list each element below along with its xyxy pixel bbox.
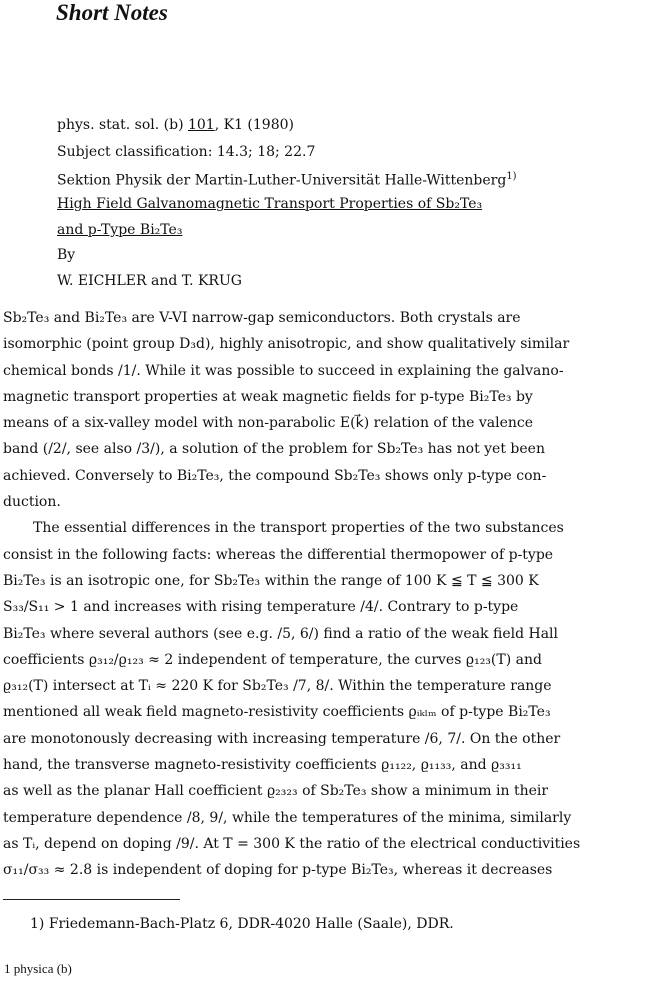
footnote-divider [3, 899, 180, 900]
body-line: ϱ₃₁₂(T) intersect at Tᵢ ≈ 220 K for Sb₂Te₃ /7, 8/. Within the temperature range [3, 678, 552, 695]
body-line: are monotonously decreasing with increasing temperature /6, 7/. On the other [3, 730, 561, 747]
body-line: coefficients ϱ₃₁₂/ϱ₁₂₃ ≈ 2 independent of temperature, the curves ϱ₁₂₃(T) and [3, 651, 542, 668]
byline: By [57, 247, 76, 263]
body-line: The essential differences in the transport properties of the two substances [33, 520, 564, 537]
body-line: as well as the planar Hall coefficient ϱ₂₃₂₃ of Sb₂Te₃ show a minimum in their [3, 783, 549, 800]
body-line: mentioned all weak field magneto-resistivity coefficients ϱᵢₖₗₘ of p-type Bi₂Te₃ [3, 704, 551, 721]
citation-volume: 101 [187, 117, 215, 133]
affiliation-text: Sektion Physik der Martin-Luther-Universität Halle-Wittenberg [57, 172, 507, 189]
body-line: S₃₃/S₁₁ > 1 and increases with rising temperature /4/. Contrary to p-type [3, 599, 519, 616]
body-line: temperature dependence /8, 9/, while the temperatures of the minima, similarly [3, 809, 572, 826]
body-line: isomorphic (point group D₃d), highly anisotropic, and show qualitatively similar [3, 336, 570, 353]
body-line: achieved. Conversely to Bi₂Te₃, the compound Sb₂Te₃ shows only p-type con- [3, 467, 547, 484]
body-line: duction. [3, 494, 61, 511]
body-line: σ₁₁/σ₃₃ ≈ 2.8 is independent of doping for p-type Bi₂Te₃, whereas it decreases [3, 862, 553, 879]
paper-title-line1: High Field Galvanomagnetic Transport Properties of Sb₂Te₃ [57, 196, 483, 212]
body-line: hand, the transverse magneto-resistivity coefficients ϱ₁₁₂₂, ϱ₁₁₃₃, and ϱ₃₃₁₁ [3, 757, 522, 774]
page-signature: 1 physica (b) [4, 961, 72, 976]
subject-classification: Subject classification: 14.3; 18; 22.7 [57, 144, 316, 160]
citation-pages-year: , K1 (1980) [214, 117, 294, 133]
footnote: 1) Friedemann-Bach-Platz 6, DDR-4020 Halle (Saale), DDR. [30, 916, 454, 932]
citation-journal: phys. stat. sol. (b) [57, 117, 188, 133]
body-line: Sb₂Te₃ and Bi₂Te₃ are V-VI narrow-gap semiconductors. Both crystals are [3, 310, 521, 326]
body-line: Bi₂Te₃ where several authors (see e.g. /5, 6/) find a ratio of the weak field Hall [3, 625, 559, 642]
body-line: means of a six-valley model with non-parabolic E(k⃗) relation of the valence [3, 415, 534, 432]
authors: W. EICHLER and T. KRUG [57, 273, 242, 289]
paper-title-line2: and p-Type Bi₂Te₃ [57, 222, 183, 238]
body-line: band (/2/, see also /3/), a solution of the problem for Sb₂Te₃ has not yet been [3, 441, 545, 458]
section-title: Short Notes [56, 0, 168, 25]
body-line: chemical bonds /1/. While it was possible to succeed in explaining the galvano- [3, 362, 564, 379]
affiliation [57, 168, 517, 190]
citation [57, 116, 294, 134]
body-line: magnetic transport properties at weak magnetic fields for p-type Bi₂Te₃ by [3, 388, 533, 405]
body-text [3, 305, 643, 884]
affiliation-footnote-mark: 1) [506, 171, 517, 182]
body-line: as Tᵢ, depend on doping /9/. At T = 300 K the ratio of the electrical conductivities [3, 835, 581, 852]
body-line: Bi₂Te₃ is an isotropic one, for Sb₂Te₃ within the range of 100 K ≦ T ≦ 300 K [3, 572, 539, 589]
body-line: consist in the following facts: whereas the differential thermopower of p-type [3, 546, 554, 563]
